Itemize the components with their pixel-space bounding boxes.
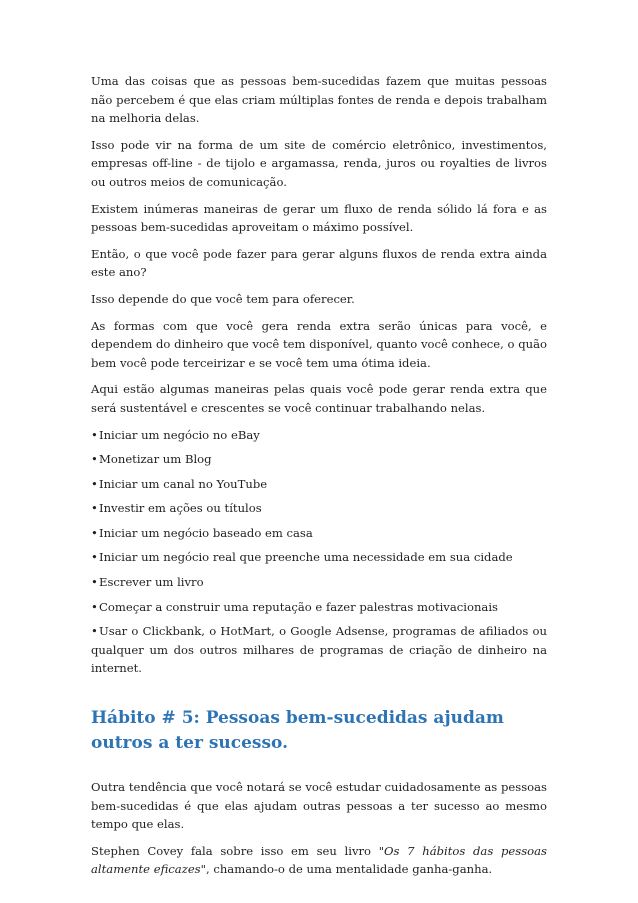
paragraph: Aqui estão algumas maneiras pelas quais você pode gerar renda extra que será sustentável e crescentes se você continuar trabalhando nelas. — [91, 382, 547, 415]
list-item — [91, 524, 547, 543]
bullet-symbol: • — [91, 624, 98, 639]
list-item — [91, 499, 547, 518]
bullet-symbol: • — [91, 599, 98, 614]
bullet-symbol: • — [91, 452, 98, 467]
section-heading: Hábito # 5: Pessoas bem-sucedidas ajudam outros a ter sucesso. — [91, 708, 504, 754]
list-item-text: Investir em ações ou títulos — [99, 501, 262, 516]
list-item-text: Iniciar um canal no YouTube — [99, 476, 268, 491]
paragraph: Uma das coisas que as pessoas bem-sucedidas fazem que muitas pessoas não percebem é que elas criam múltiplas fontes de renda e depois trabalham na melhoria delas. — [91, 74, 547, 126]
paragraph: As formas com que você gera renda extra serão únicas para você, e dependem do dinheiro que você tem disponível, quanto você conhece, o quão bem você pode terceirizar e se você tem uma ótima ideia. — [91, 318, 547, 370]
list-item — [91, 622, 547, 678]
paragraph-with-citation — [91, 842, 547, 879]
list-item — [91, 450, 547, 469]
paragraph: Existem inúmeras maneiras de gerar um fluxo de renda sólido lá fora e as pessoas bem-sucedidas aproveitam o máximo possível. — [91, 201, 547, 235]
list-item-text: Iniciar um negócio no eBay — [99, 427, 260, 442]
paragraph: Outra tendência que você notará se você estudar cuidadosamente as pessoas bem-sucedidas é que elas ajudam outras pessoas a ter sucesso ao mesmo tempo que elas. — [91, 780, 547, 832]
book-title: Os 7 hábitos das pessoas altamente eficazes — [91, 843, 547, 877]
bullet-symbol: • — [91, 550, 98, 565]
bullet-symbol: • — [91, 501, 98, 516]
bullet-symbol: • — [91, 575, 98, 590]
list-item — [91, 475, 547, 494]
bullet-list — [91, 426, 547, 679]
paragraph: Isso pode vir na forma de um site de comércio eletrônico, investimentos, empresas off-line - de tijolo e argamassa, renda, juros ou royalties de livros ou outros meios de comunicação. — [91, 137, 547, 189]
paragraph: Isso depende do que você tem para oferecer. — [91, 291, 355, 306]
list-item — [91, 426, 547, 445]
citation-prefix: Stephen Covey fala sobre isso em seu livro " — [91, 843, 385, 858]
paragraph: Então, o que você pode fazer para gerar alguns fluxos de renda extra ainda este ano? — [91, 246, 547, 280]
list-item-text: Iniciar um negócio real que preenche uma necessidade em sua cidade — [99, 550, 513, 565]
citation-suffix: ", chamando-o de uma mentalidade ganha-ganha. — [200, 862, 493, 877]
list-item-text: Usar o Clickbank, o HotMart, o Google Adsense, programas de afiliados ou qualquer um dos outros milhares de programas de criação de dinheiro na internet. — [91, 624, 547, 676]
list-item-text: Monetizar um Blog — [99, 452, 212, 467]
list-item — [91, 548, 547, 567]
bullet-symbol: • — [91, 476, 98, 491]
list-item — [91, 573, 547, 592]
bullet-symbol: • — [91, 427, 98, 442]
list-item-text: Começar a construir uma reputação e fazer palestras motivacionais — [99, 599, 498, 614]
document-page — [91, 72, 547, 887]
list-item-text: Escrever um livro — [99, 575, 204, 590]
list-item — [91, 598, 547, 617]
bullet-symbol: • — [91, 525, 98, 540]
list-item-text: Iniciar um negócio baseado em casa — [99, 525, 313, 540]
